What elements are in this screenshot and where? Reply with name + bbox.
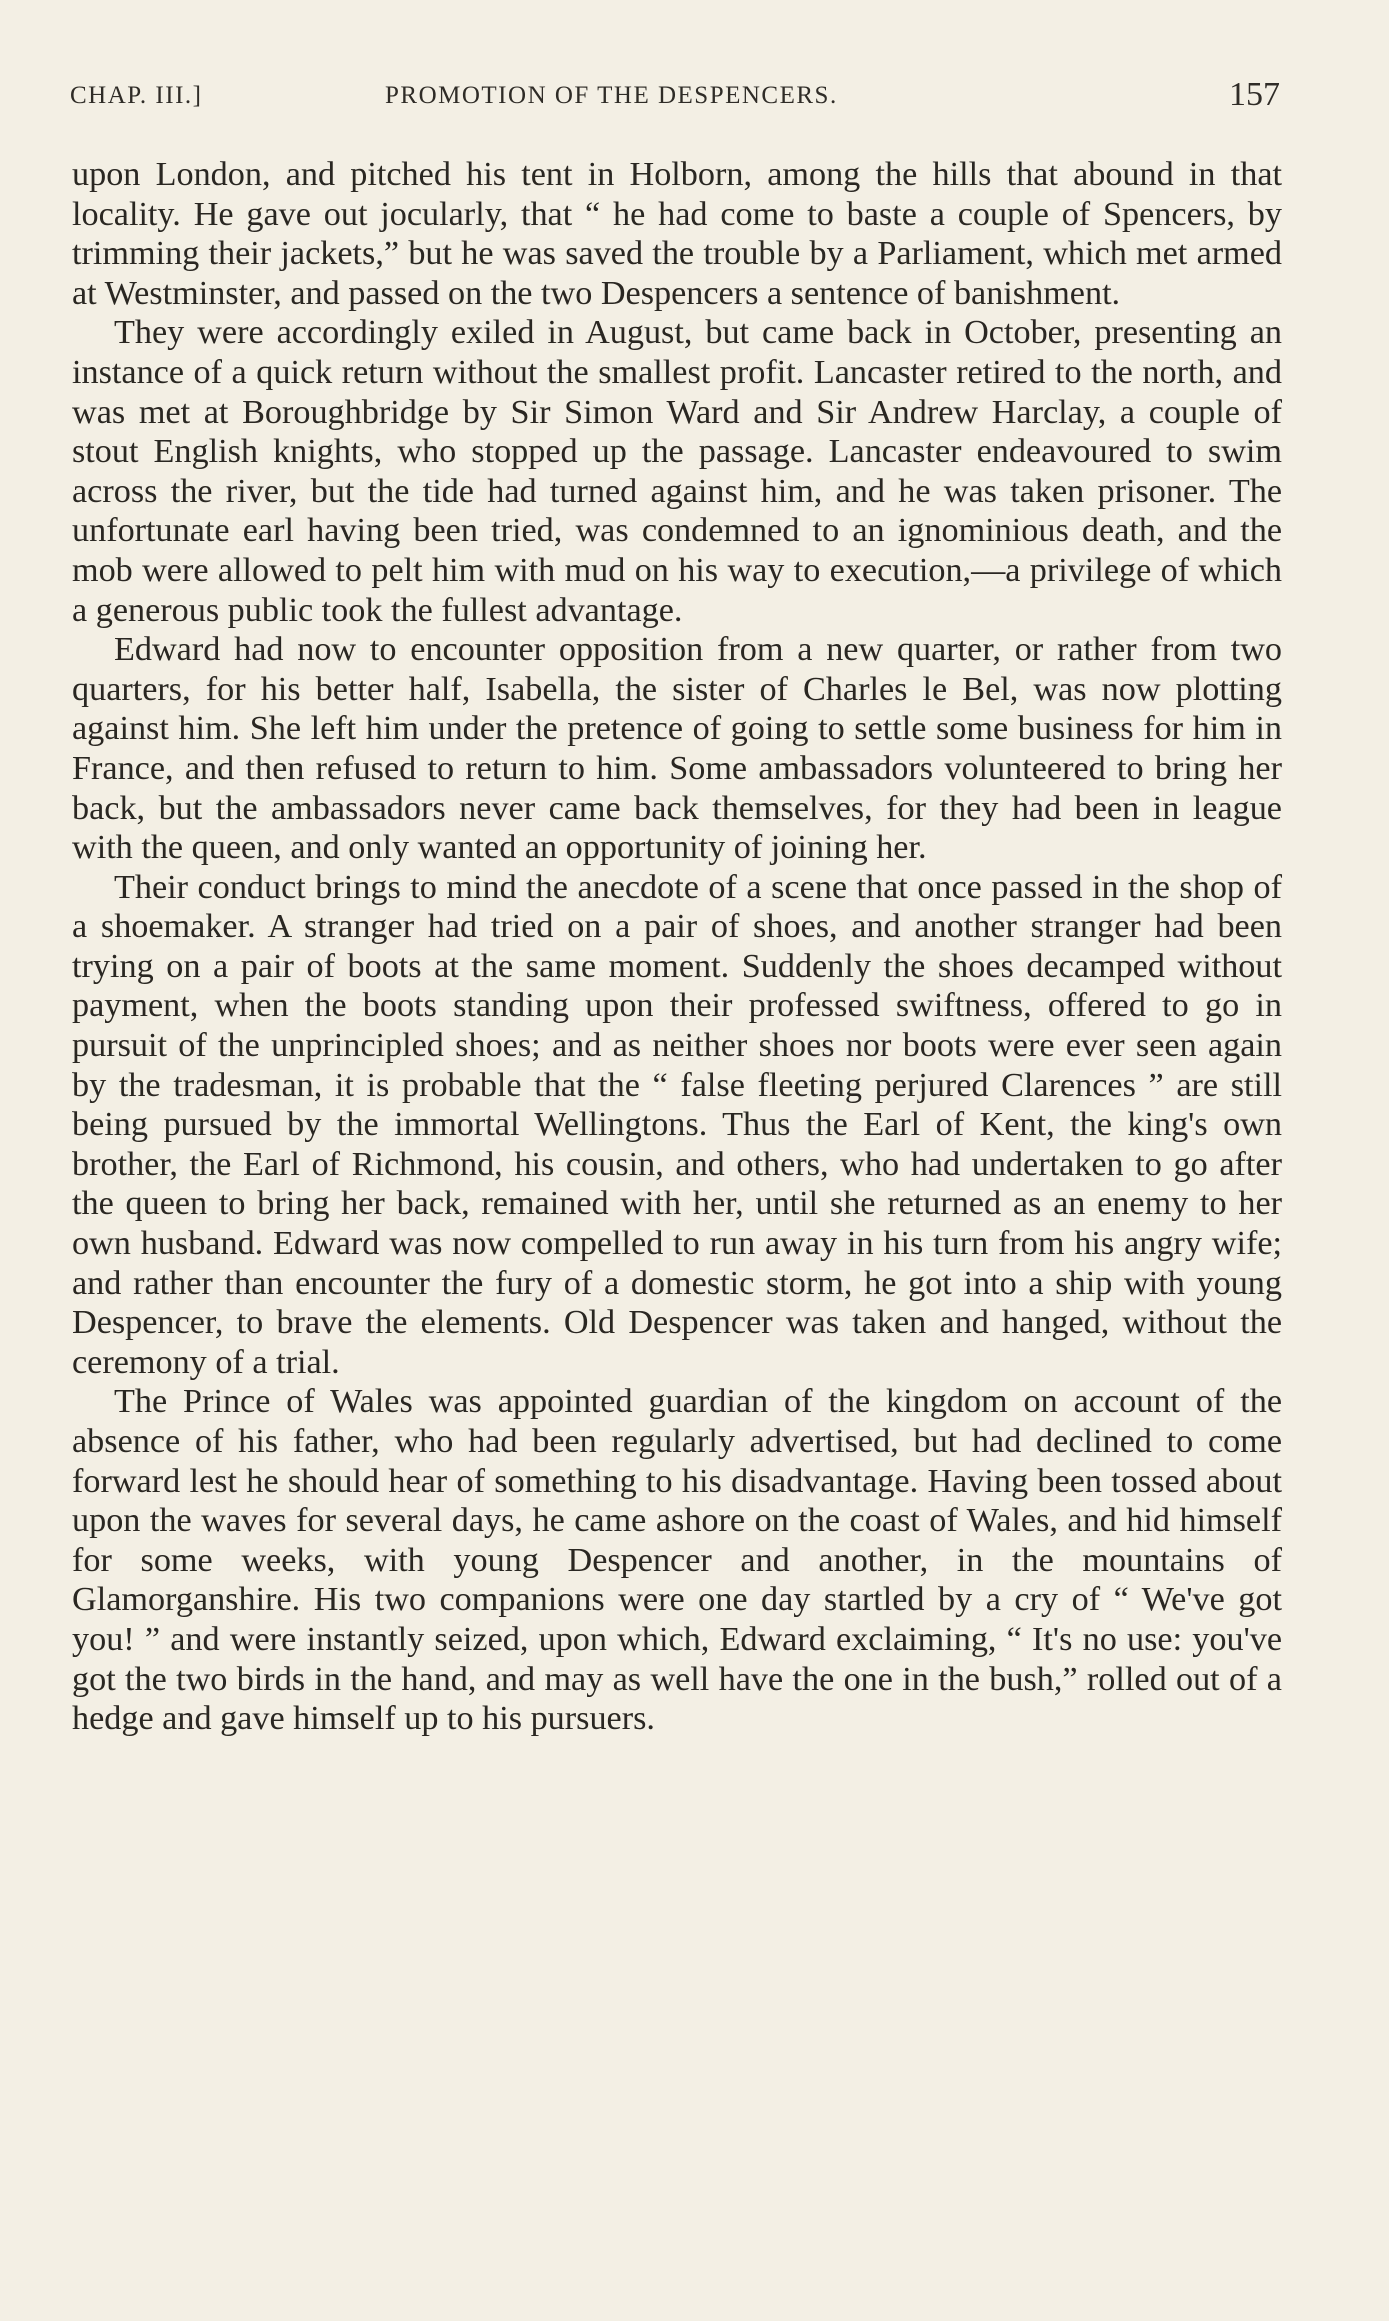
body-text bbox=[72, 155, 1282, 1739]
paragraph-2: They were accordingly exiled in August, but came back in October, presenting an instance of a quick return without the smallest profit. Lancaster retired to the north, and was met at Boroughbridge by Sir Simon Ward and Sir Andrew Harclay, a couple of stout English knights, who stopped up the passage. Lancaster endeavoured to swim across the river, but the tide had turned against him, and he was taken prisoner. The unfortunate earl having been tried, was condemned to an ignominious death, and the mob were allowed to pelt him with mud on his way to execution,—a privilege of which a generous public took the fullest advantage. bbox=[72, 314, 1282, 629]
running-head bbox=[70, 78, 1280, 118]
paragraph-1: upon London, and pitched his tent in Holborn, among the hills that abound in that locality. He gave out jocularly, that “ he had come to baste a couple of Spencers, by trimming their jackets,” but he was saved the trouble by a Parliament, which met armed at Westminster, and passed on the two Despencers a sentence of banishment. bbox=[72, 156, 1282, 312]
page-number: 157 bbox=[1229, 76, 1280, 113]
paragraph-5: The Prince of Wales was appointed guardian of the kingdom on account of the absence of his father, who had been regularly advertised, but had declined to come forward lest he should hear of something to his disadvantage. Having been tossed about upon the waves for several days, he came ashore on the coast of Wales, and hid himself for some weeks, with young Despencer and another, in the mountains of Glamorganshire. His two companions were one day startled by a cry of “ We've got you! ” and were instantly seized, upon which, Edward exclaiming, “ It's no use: you've got the two birds in the hand, and may as well have the one in the bush,” rolled out of a hedge and gave himself up to his pursuers. bbox=[72, 1383, 1282, 1738]
chapter-label: CHAP. III.] bbox=[70, 82, 203, 109]
running-title: PROMOTION OF THE DESPENCERS. bbox=[385, 82, 838, 109]
paragraph-3: Edward had now to encounter opposition from a new quarter, or rather from two quarters, for his better half, Isabella, the sister of Charles le Bel, was now plotting against him. She left him under the pretence of going to settle some business for him in France, and then refused to return to him. Some ambassadors volunteered to bring her back, but the ambassadors never came back themselves, for they had been in league with the queen, and only wanted an opportunity of joining her. bbox=[72, 631, 1282, 867]
paragraph-4: Their conduct brings to mind the anecdote of a scene that once passed in the shop of a shoemaker. A stranger had tried on a pair of shoes, and another stranger had been trying on a pair of boots at the same moment. Suddenly the shoes decamped without payment, when the boots standing upon their professed swiftness, offered to go in pursuit of the unprincipled shoes; and as neither shoes nor boots were ever seen again by the tradesman, it is probable that the “ false fleeting perjured Clarences ” are still being pursued by the immortal Wellingtons. Thus the Earl of Kent, the king's own brother, the Earl of Richmond, his cousin, and others, who had undertaken to go after the queen to bring her back, remained with her, until she returned as an enemy to her own husband. Edward was now compelled to run away in his turn from his angry wife; and rather than encounter the fury of a domestic storm, he got into a ship with young Despencer, to brave the elements. Old Despencer was taken and hanged, without the ceremony of a trial. bbox=[72, 868, 1282, 1381]
